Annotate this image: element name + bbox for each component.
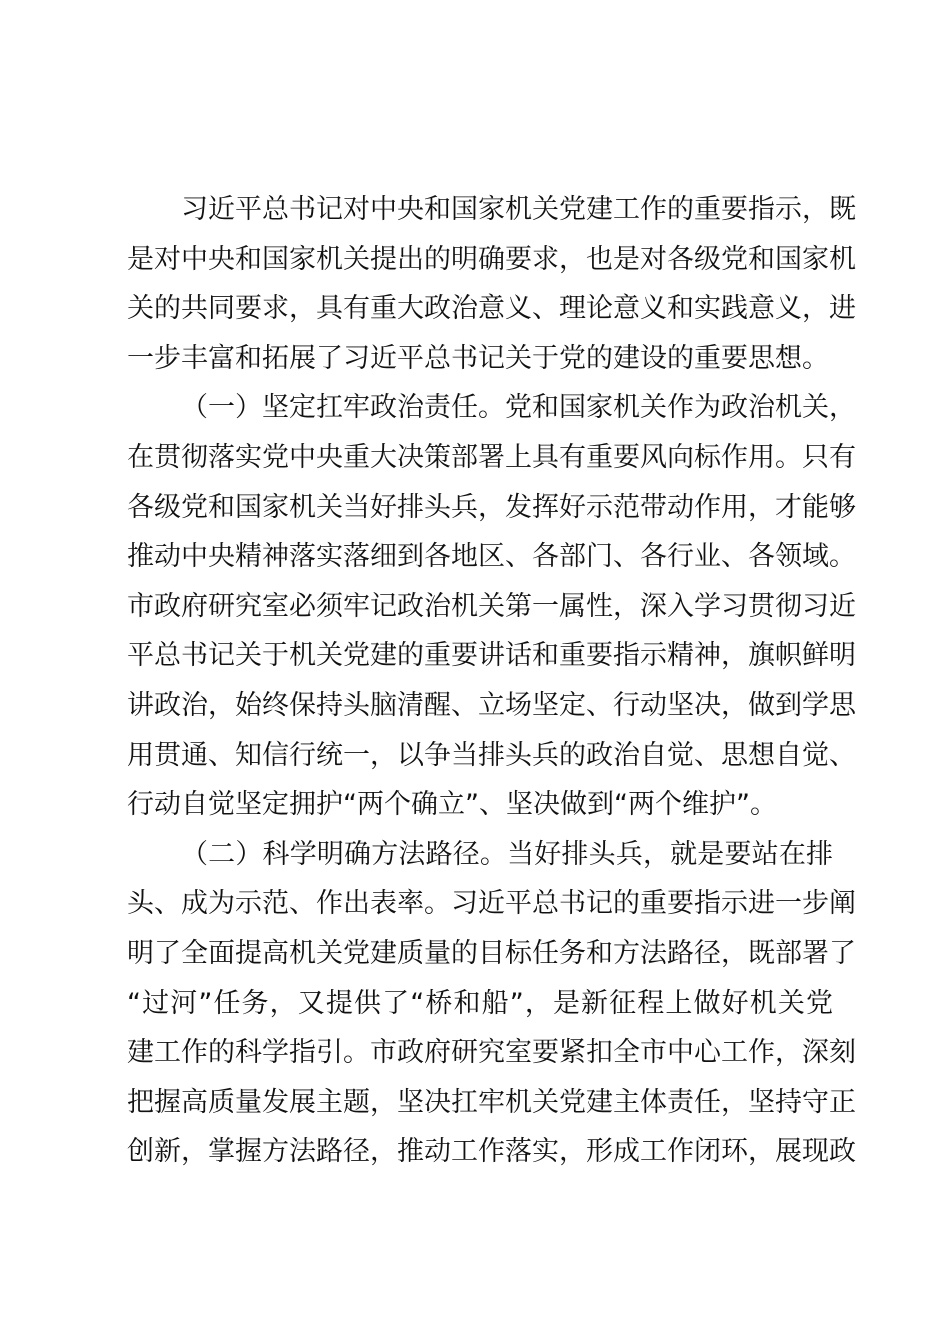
paragraph-section-2 [127,830,856,1177]
document-body [127,185,856,1177]
text-line: 创新，掌握方法路径，推动工作落实，形成工作闭环，展现政 [127,1136,856,1168]
text-line: 各级党和国家机关当好排头兵，发挥好示范带动作用，才能够 [127,491,856,523]
text-line: 把握高质量发展主题，坚决扛牢机关党建主体责任，坚持守正 [127,1086,856,1118]
paragraph-intro [127,185,856,383]
text-line: 一步丰富和拓展了习近平总书记关于党的建设的重要思想。 [127,342,829,374]
paragraph-section-1 [127,383,856,829]
text-line: 建工作的科学指引。市政府研究室要紧扣全市中心工作，深刻 [127,1037,856,1069]
text-line: “过河”任务，又提供了“桥和船”，是新征程上做好机关党 [127,987,833,1019]
text-line: 平总书记关于机关党建的重要讲话和重要指示精神，旗帜鲜明 [127,640,856,672]
section-heading-line: （二）科学明确方法路径。当好排头兵，就是要站在排 [181,838,833,870]
section-heading-line: （一）坚定扛牢政治责任。党和国家机关作为政治机关， [181,392,856,424]
text-line: 在贯彻落实党中央重大决策部署上具有重要风向标作用。只有 [127,441,856,473]
text-line: 是对中央和国家机关提出的明确要求，也是对各级党和国家机 [127,243,856,275]
text-line: 用贯通、知信行统一，以争当排头兵的政治自觉、思想自觉、 [127,739,856,771]
text-line: 习近平总书记对中央和国家机关党建工作的重要指示，既 [181,194,856,225]
text-line: 市政府研究室必须牢记政治机关第一属性，深入学习贯彻习近 [127,590,856,622]
text-line: 明了全面提高机关党建质量的目标任务和方法路径，既部署了 [127,937,856,969]
text-line: 头、成为示范、作出表率。习近平总书记的重要指示进一步阐 [127,888,856,920]
text-line: 关的共同要求，具有重大政治意义、理论意义和实践意义，进 [127,293,856,325]
text-line: 行动自觉坚定拥护“两个确立”、坚决做到“两个维护”。 [127,789,777,821]
text-line: 推动中央精神落实落细到各地区、各部门、各行业、各领域。 [127,541,856,573]
text-line: 讲政治，始终保持头脑清醒、立场坚定、行动坚决，做到学思 [127,689,856,721]
